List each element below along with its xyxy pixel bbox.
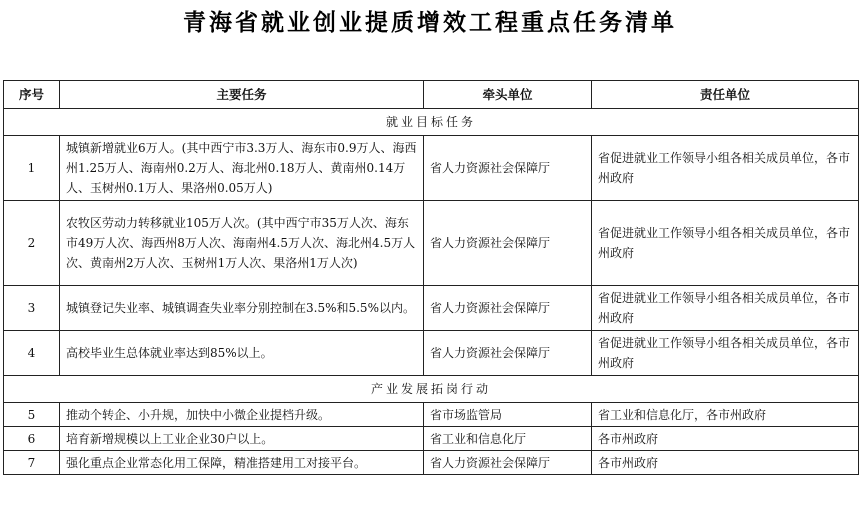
- row-seq: 2: [4, 201, 60, 286]
- row-task: 城镇登记失业率、城镇调查失业率分别控制在3.5%和5.5%以内。: [60, 286, 424, 331]
- row-lead-unit: 省人力资源社会保障厅: [424, 331, 592, 376]
- header-responsible-unit: 责任单位: [592, 81, 859, 109]
- table-row: [4, 201, 859, 286]
- row-task: 高校毕业生总体就业率达到85%以上。: [60, 331, 424, 376]
- row-seq: 3: [4, 286, 60, 331]
- row-task: 城镇新增就业6万人。(其中西宁市3.3万人、海东市0.9万人、海西州1.25万人、海南州0.2万人、海北州0.18万人、黄南州0.14万人、玉树州0.1万人、果洛州0.05万人): [60, 136, 424, 201]
- row-seq: 6: [4, 427, 60, 451]
- section-row: [4, 109, 859, 136]
- row-task: 强化重点企业常态化用工保障，精准搭建用工对接平台。: [60, 451, 424, 475]
- row-responsible-unit: 省工业和信息化厅，各市州政府: [592, 403, 859, 427]
- table-row: [4, 331, 859, 376]
- row-responsible-unit: 省促进就业工作领导小组各相关成员单位，各市州政府: [592, 136, 859, 201]
- row-responsible-unit: 省促进就业工作领导小组各相关成员单位，各市州政府: [592, 286, 859, 331]
- row-lead-unit: 省人力资源社会保障厅: [424, 136, 592, 201]
- row-responsible-unit: 各市州政府: [592, 451, 859, 475]
- row-lead-unit: 省人力资源社会保障厅: [424, 286, 592, 331]
- table-row: [4, 136, 859, 201]
- row-task: 农牧区劳动力转移就业105万人次。(其中西宁市35万人次、海东市49万人次、海西州8万人次、海南州4.5万人次、海北州4.5万人次、黄南州2万人次、玉树州1万人次、果洛州1万人次): [60, 201, 424, 286]
- header-lead-unit: 牵头单位: [424, 81, 592, 109]
- row-lead-unit: 省市场监管局: [424, 403, 592, 427]
- table-row: [4, 451, 859, 475]
- row-seq: 7: [4, 451, 60, 475]
- row-seq: 4: [4, 331, 60, 376]
- row-task: 培育新增规模以上工业企业30户以上。: [60, 427, 424, 451]
- row-lead-unit: 省工业和信息化厅: [424, 427, 592, 451]
- row-seq: 1: [4, 136, 60, 201]
- row-task: 推动个转企、小升规，加快中小微企业提档升级。: [60, 403, 424, 427]
- row-lead-unit: 省人力资源社会保障厅: [424, 201, 592, 286]
- row-responsible-unit: 省促进就业工作领导小组各相关成员单位，各市州政府: [592, 201, 859, 286]
- table-row: [4, 427, 859, 451]
- section-heading: 就业目标任务: [4, 109, 859, 136]
- row-lead-unit: 省人力资源社会保障厅: [424, 451, 592, 475]
- row-seq: 5: [4, 403, 60, 427]
- row-responsible-unit: 各市州政府: [592, 427, 859, 451]
- table-row: [4, 403, 859, 427]
- header-seq: 序号: [4, 81, 60, 109]
- task-table: [3, 80, 859, 475]
- header-row: [4, 81, 859, 109]
- header-task: 主要任务: [60, 81, 424, 109]
- section-row: [4, 376, 859, 403]
- table-row: [4, 286, 859, 331]
- page-title: 青海省就业创业提质增效工程重点任务清单: [183, 10, 677, 36]
- section-heading: 产业发展拓岗行动: [4, 376, 859, 403]
- row-responsible-unit: 省促进就业工作领导小组各相关成员单位，各市州政府: [592, 331, 859, 376]
